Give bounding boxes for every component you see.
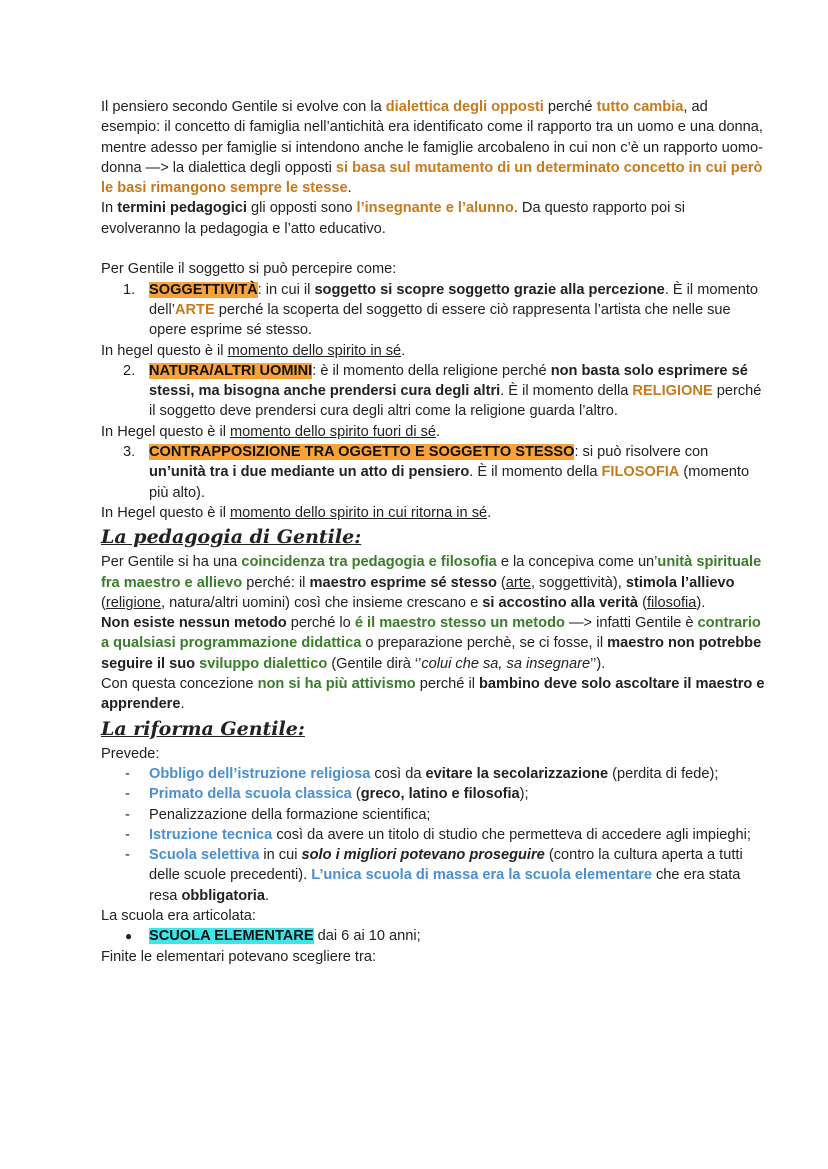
heading-riforma: La riforma Gentile: bbox=[101, 717, 305, 740]
list-item-scuola-elementare: ● SCUOLA ELEMENTARE dai 6 ai 10 anni; bbox=[125, 928, 421, 945]
hegel-note-3: In Hegel questo è il momento dello spirito in cui ritorna in sé. bbox=[101, 504, 492, 521]
paragraph-soggetto-intro: Per Gentile il soggetto si può percepire come: bbox=[101, 261, 397, 278]
list-item-scuola-classica: - Primato della scuola classica (greco, latino e filosofia); bbox=[125, 786, 529, 803]
paragraph-articolata: La scuola era articolata: bbox=[101, 907, 256, 924]
paragraph-coincidenza: Per Gentile si ha una coincidenza tra pedagogia e filosofia e la concepiva come un’unità spirituale fra maestro e allievo perché: il maestro esprime sé stesso (arte, soggettività), stimola l’allievo (religione, natura/altri uomini) così che insieme crescano e si accostino alla verità (filosofia). bbox=[101, 554, 762, 611]
list-item-contrapposizione: 3. CONTRAPPOSIZIONE TRA OGGETTO E SOGGETTO STESSO: si può risolvere con un’unità tra i due mediante un atto di pensiero. È il momento della FILOSOFIA (momento più alto). bbox=[123, 444, 750, 501]
list-item-natura: 2. NATURA/ALTRI UOMINI: è il momento della religione perché non basta solo esprimere sé stessi, ma bisogna anche prendersi cura degli altri. È il momento della RELIGIONE perché il soggetto deve prendersi cura degli altri come la religione guarda l’altro. bbox=[123, 362, 762, 420]
paragraph-metodo: Non esiste nessun metodo perché lo é il maestro stesso un metodo —> infatti Gentile è contrario a qualsiasi programmazione didattica o preparazione perchè, se ci fosse, il maestro non potrebbe seguire il suo sviluppo dialettico (Gentile dirà ‘’colui che sa, sa insegnare’’). bbox=[101, 615, 762, 672]
list-item-istruzione-tecnica: - Istruzione tecnica così da avere un titolo di studio che permetteva di accedere agli impieghi; bbox=[125, 826, 751, 843]
hegel-note-2: In Hegel questo è il momento dello spirito fuori di sé. bbox=[101, 423, 441, 440]
heading-pedagogia: La pedagogia di Gentile: bbox=[101, 526, 362, 549]
spacer bbox=[101, 239, 768, 259]
paragraph-finite-elementari: Finite le elementari potevano scegliere tra: bbox=[101, 948, 376, 965]
list-item-soggettivita: 1. SOGGETTIVITÀ: in cui il soggetto si scopre soggetto grazie alla percezione. È il momento dell’ARTE perché la scoperta del soggetto di essere ciò rappresenta l’artista che nelle sue opere esprime sé stesso. bbox=[123, 281, 759, 339]
list-item-istruzione-religiosa: - Obbligo dell’istruzione religiosa così da evitare la secolarizzazione (perdita di fede); bbox=[125, 765, 719, 782]
list-item-formazione-scientifica: - Penalizzazione della formazione scientifica; bbox=[125, 806, 431, 823]
list-item-scuola-selettiva: - Scuola selettiva in cui solo i migliori potevano proseguire (contro la cultura aperta a tutti delle scuole precedenti). L’unica scuola di massa era la scuola elementare che era stata resa obbligatoria. bbox=[125, 847, 743, 904]
paragraph-attivismo: Con questa concezione non si ha più attivismo perché il bambino deve solo ascoltare il maestro e apprendere. bbox=[101, 676, 765, 713]
paragraph-termini-pedagogici: In termini pedagogici gli opposti sono l’insegnante e l’alunno. Da questo rapporto poi si evolveranno la pedagogia e l’atto educativo. bbox=[101, 200, 685, 237]
paragraph-prevede: Prevede: bbox=[101, 745, 160, 762]
hegel-note-1: In hegel questo è il momento dello spirito in sé. bbox=[101, 342, 406, 359]
paragraph-dialettica: Il pensiero secondo Gentile si evolve con la dialettica degli opposti perché tutto cambia, ad esempio: il concetto di famiglia nell’antichità era identificato come il rapporto tra un uomo e una donna, mentre adesso per famiglie si intendono anche le famiglie arcobaleno in cui non c’è un rapporto uomo-donna —> la dialettica degli opposti si basa sul mutamento di un determinato concetto in cui però le basi rimangono sempre le stesse. bbox=[101, 99, 763, 197]
